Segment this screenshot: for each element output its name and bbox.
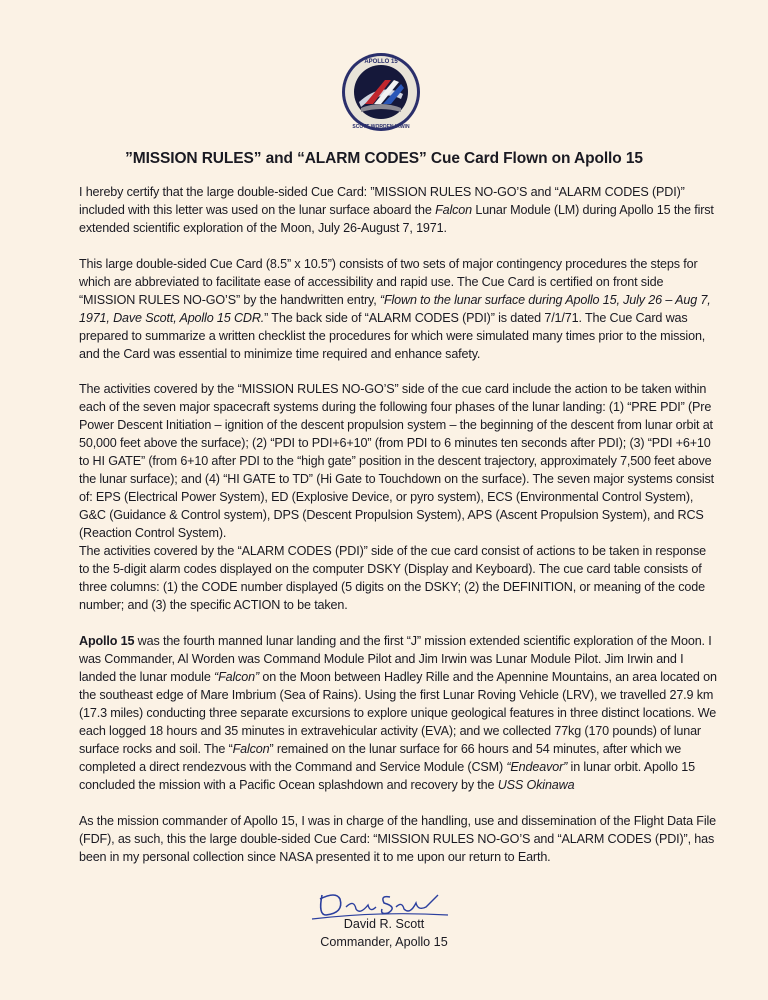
mission-rules-paragraph: The activities covered by the “MISSION RULES NO-GO’S” side of the cue card include the action to be taken within each of the seven major spacecraft systems during the following four phases of the lunar landing: (1) “PRE PDI” (Pre Power Descent Initiation – ignition of the descent propulsion system – the beginning of the descent from lunar orbit at 50,000 feet above the surface); (2) “PDI to PDI+6+10” (from PDI to 6 minutes ten seconds after PDI); (3) “PDI +6+10 to HI GATE” (from 6+10 after PDI to the “high gate” position in the descent trajectory, approximately 7,500 feet above the lunar surface); and (4) “HI GATE to TD” (Hi Gate to Touchdown on the surface). The seven major systems consist of: EPS (Electrical Power System), ED (Explosive Device, or pyro system), ECS (Environmental Control System), G&C (Guidance & Control system), DPS (Descent Propulsion System), APS (Ascent Propulsion System), and RCS (Reaction Control System). [79,382,715,540]
cue-card-description-paragraph: This large double-sided Cue Card (8.5” x 10.5”) consists of two sets of major contingency procedures the steps for which are abbreviated to facilitate ease of accessibility and rapid use. The Cue Card is certified on front side “MISSION RULES NO-GO’S” by the handwritten entry, “Flown to the lunar surface during Apollo 15, July 26 – Aug 7, 1971, Dave Scott, Apollo 15 CDR.” The back side of “ALARM CODES (PDI)” is dated 7/1/71. The Cue Card was prepared to summarize a written checklist the procedures for which were simulated many times prior to the mission, and the Card was essential to minimize time required and enhance safety. [79,257,711,361]
apollo-15-mission-patch [341,52,421,132]
certification-paragraph: I hereby certify that the large double-sided Cue Card: ”MISSION RULES NO-GO’S and “ALARM CODES (PDI)” included with this letter was used on the lunar surface aboard the Falcon Lunar Module (LM) during Apollo 15 the first extended scientific exploration of the Moon, July 26-August 7, 1971. [79,185,714,235]
signer-title: Commander, Apollo 15 [320,935,448,949]
alarm-codes-paragraph: The activities covered by the “ALARM CODES (PDI)” side of the cue card consist of actions to be taken in response to the 5-digit alarm codes displayed on the computer DSKY (Display and Keyboard). The cue card table consists of three columns: (1) the CODE number displayed (5 digits on the DSKY; (2) the DEFINITION, or meaning of the code number; and (3) the specific ACTION to be taken. [79,544,707,612]
signer-name: David R. Scott [343,917,425,931]
svg-text:APOLLO 15: APOLLO 15 [364,59,398,65]
apollo-15-history-paragraph: Apollo 15 was the fourth manned lunar landing and the first “J” mission extended scientific exploration of the Moon. I was Commander, Al Worden was Command Module Pilot and Jim Irwin was Lunar Module Pilot. Jim Irwin and I landed the lunar module “Falcon” on the Moon between Hadley Rille and the Apennine Mountains, an area located on the southeast edge of Mare Imbrium (Sea of Rains). Using the first Lunar Roving Vehicle (LRV), we travelled 27.9 km (17.3 miles) conducting three separate excursions to explore unique geological features in three distinct locations. We each logged 18 hours and 35 minutes in extravehicular activity (EVA); and we collected 77kg (170 pounds) of lunar surface rocks and soil. The “Falcon” remained on the lunar surface for 66 hours and 54 minutes, after which we completed a direct rendezvous with the Command and Service Module (CSM) “Endeavor” in lunar orbit. Apollo 15 concluded the mission with a Pacific Ocean splashdown and recovery by the USS Okinawa [79,634,717,792]
svg-text:SCOTT WORDEN IRWIN: SCOTT WORDEN IRWIN [352,124,410,130]
provenance-paragraph: As the mission commander of Apollo 15, I was in charge of the handling, use and dissemination of the Flight Data File (FDF), as such, this the large double-sided Cue Card: “MISSION RULES NO-GO’S and “ALARM CODES (PDI)”, has been in my personal collection since NASA presented it to me upon our return to Earth. [79,814,716,864]
document-title: ”MISSION RULES” and “ALARM CODES” Cue Card Flown on Apollo 15 [125,150,643,167]
